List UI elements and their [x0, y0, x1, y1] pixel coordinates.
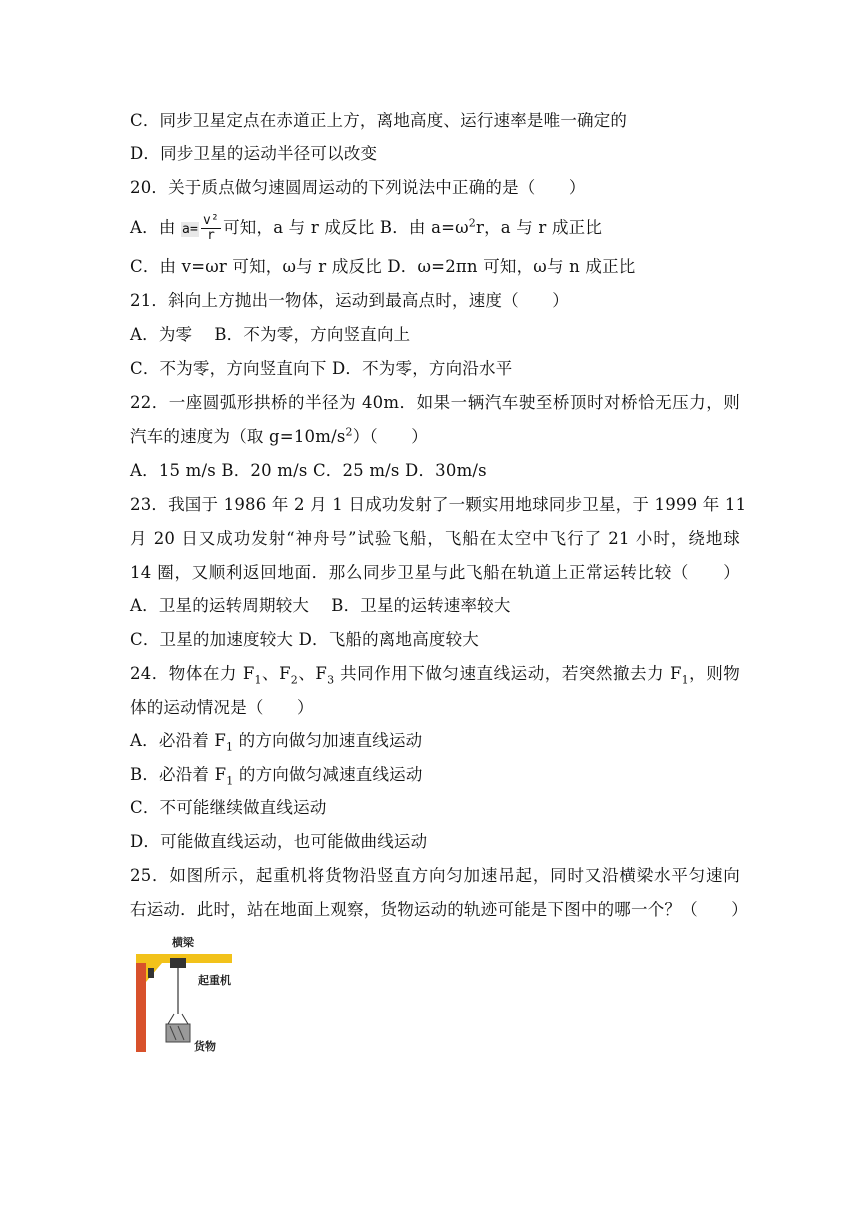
q21-options-ab: A．为零 B．不为零，方向竖直向上 [130, 325, 411, 344]
pole-counterweight [148, 968, 154, 978]
q22-sup: 2 [345, 425, 353, 439]
q24-option-a [130, 730, 740, 752]
q24-d: 共同作用下做匀速直线运动，若突然撤去力 F [334, 664, 682, 683]
label-crane: 起重机 [198, 974, 231, 987]
q20-options-cd: C．由 v=ωr 可知，ω与 r 成反比 D．ω=2πn 可知，ω与 n 成正比 [130, 257, 636, 276]
formula-lhs: a= [181, 222, 199, 237]
formula-fraction [201, 214, 221, 243]
q24-option-b [130, 764, 740, 786]
q24-s4: 1 [681, 673, 689, 687]
formula-numerator: v² [203, 213, 220, 228]
q23-stem-line2: 月 20 日又成功发射“神舟号”试验飞船，飞船在太空中飞行了 21 小时，绕地球 [130, 529, 740, 548]
q22-suffix: ）（ ） [352, 427, 428, 446]
q25-stem-line2: 右运动．此时，站在地面上观察，货物运动的轨迹可能是下图中的哪一个？（ ） [130, 900, 748, 919]
q24b-rest: 的方向做匀减速直线运动 [233, 765, 423, 784]
q22-stem-line2 [130, 426, 740, 448]
q22-text: 汽车的速度为（取 g=10m/s [130, 427, 346, 446]
crane-trolley [170, 958, 186, 968]
label-cargo: 货物 [194, 1040, 216, 1053]
q23-stem-line1: 23．我国于 1986 年 2 月 1 日成功发射了一颗实用地球同步卫星，于 1999 年 11 [130, 495, 747, 514]
q24-e: ，则物 [688, 664, 741, 683]
q24b-text: B．必沿着 F [130, 765, 227, 784]
q20-sup: 2 [468, 216, 476, 230]
q23-options-cd: C．卫星的加速度较大 D．飞船的离地高度较大 [130, 630, 479, 649]
q23-options-ab: A．卫星的运转周期较大 B．卫星的运转速率较大 [130, 596, 511, 615]
q22-stem-line1: 22．一座圆弧形拱桥的半径为 40m．如果一辆汽车驶至桥顶时对桥恰无压力，则 [130, 393, 740, 412]
q21-options-cd: C．不为零，方向竖直向下 D．不为零，方向沿水平 [130, 359, 513, 378]
q25-stem-line1: 25．如图所示，起重机将货物沿竖直方向匀加速吊起，同时又沿横梁水平匀速向 [130, 866, 740, 885]
crane-figure [132, 932, 236, 1054]
q20-suffix: r，a 与 r 成正比 [476, 218, 603, 237]
q24-s3: 3 [327, 673, 335, 687]
q22-options: A．15 m/s B．20 m/s C．25 m/s D．30m/s [130, 461, 487, 480]
q24-option-c: C．不可能继续做直线运动 [130, 798, 327, 817]
q20-stem: 20．关于质点做匀速圆周运动的下列说法中正确的是（ ） [130, 178, 586, 197]
q24-option-d: D．可能做直线运动，也可能做曲线运动 [130, 832, 428, 851]
q24a-rest: 的方向做匀加速直线运动 [233, 731, 423, 750]
q20-middle: 可知，a 与 r 成反比 B．由 a=ω [223, 218, 469, 237]
crane-pole [136, 958, 146, 1052]
q24-stem-line1 [130, 663, 740, 685]
q24-c: 、F [297, 664, 328, 683]
label-beam: 横梁 [172, 936, 194, 949]
q24-s1: 1 [254, 673, 262, 687]
q24a-text: A．必沿着 F [130, 731, 227, 750]
q24-s2: 2 [290, 673, 298, 687]
q24-a: 24．物体在力 F [130, 664, 255, 683]
q24a-sub: 1 [226, 740, 234, 754]
formula-denominator: r [207, 228, 216, 243]
q19-option-c: C．同步卫星定点在赤道正上方，离地高度、运行速率是唯一确定的 [130, 111, 628, 130]
q24-stem-line2: 体的运动情况是（ ） [130, 698, 314, 717]
q21-stem: 21．斜向上方抛出一物体，运动到最高点时，速度（ ） [130, 291, 569, 310]
q24b-sub: 1 [226, 774, 234, 788]
q19-option-d: D．同步卫星的运动半径可以改变 [130, 144, 378, 163]
q24-b: 、F [261, 664, 291, 683]
q20-options-ab [130, 214, 740, 243]
q20-prefix: A．由 [130, 218, 181, 237]
q23-stem-line3: 14 圈，又顺利返回地面．那么同步卫星与此飞船在轨道上正常运转比较（ ） [130, 563, 740, 582]
